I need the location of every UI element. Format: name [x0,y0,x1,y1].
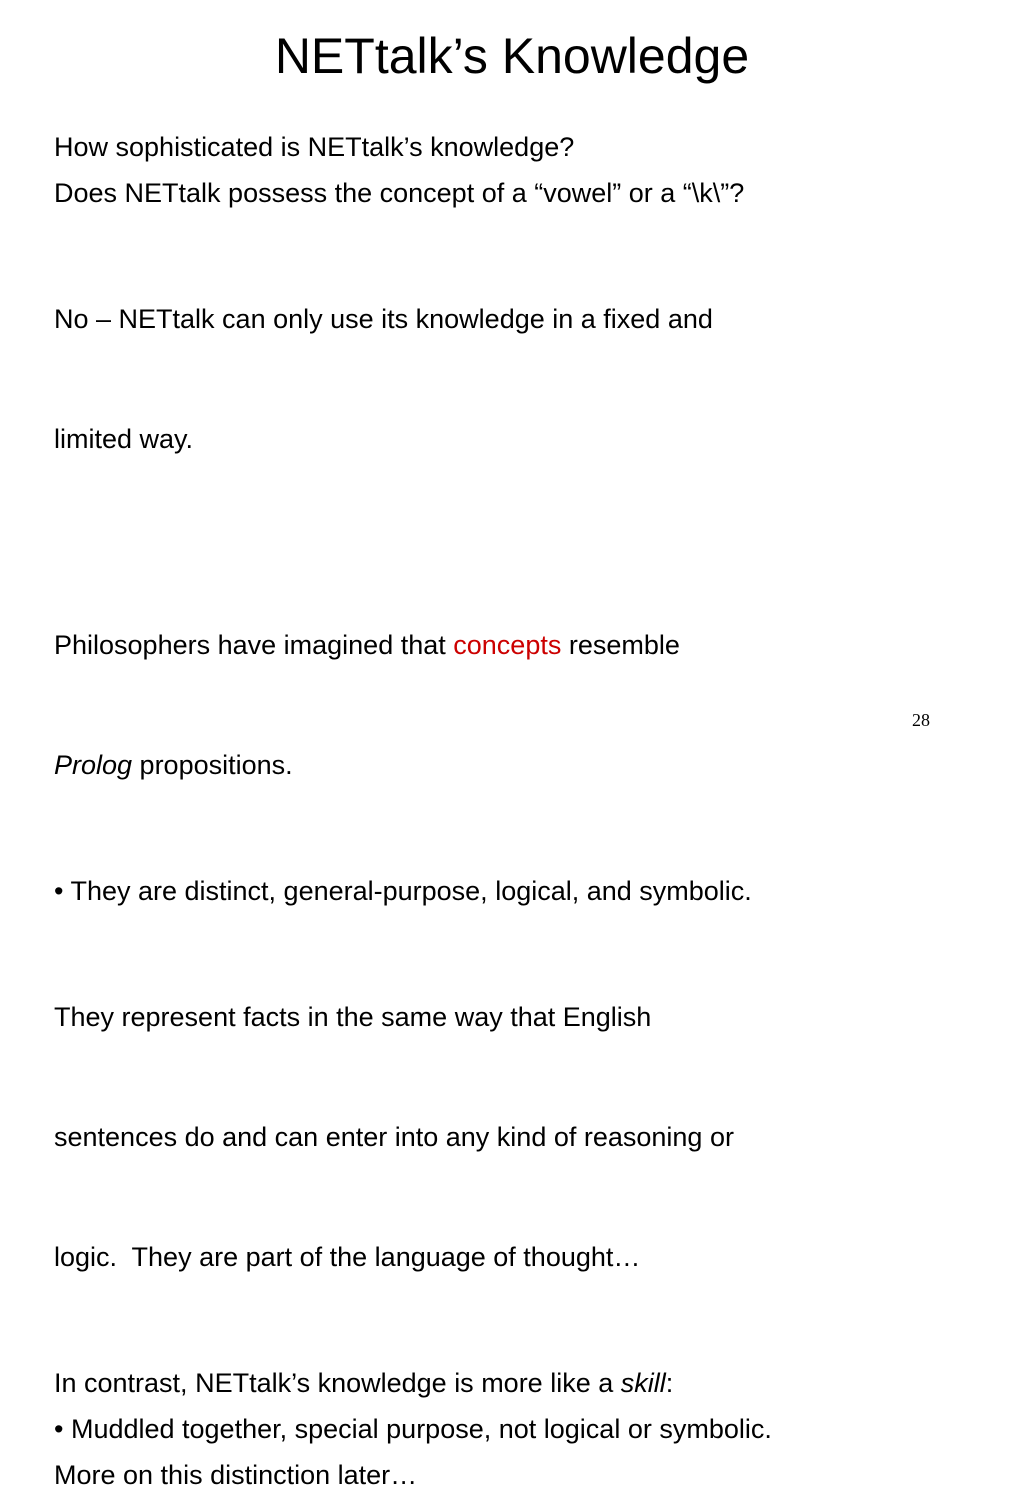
represent-facts-line-3: logic. They are part of the language of thought… [54,1242,641,1272]
concepts-highlight: concepts [453,630,562,660]
philosophers-text-pre: Philosophers have imagined that [54,630,454,660]
propositions-text: propositions. [132,750,293,780]
paragraph-philosophers-line-2 [54,745,984,785]
bullet-distinct: • They are distinct, general-purpose, logical, and symbolic. [54,876,752,906]
paragraph-philosophers [54,545,984,865]
paragraph-answer-line-2: limited way. [54,424,194,454]
philosophers-text-post: resemble [561,630,680,660]
represent-facts-line-1: They represent facts in the same way that English [54,1002,652,1032]
represent-facts-line-2: sentences do and can enter into any kind of reasoning or [54,1122,734,1152]
skill-italic: skill [620,1368,666,1398]
contrast-text-pre: In contrast, NETtalk’s knowledge is more like a [54,1368,621,1398]
paragraph-philosophers-line-1 [54,625,984,665]
paragraph-contrast [54,1363,984,1403]
paragraph-represent-facts [54,917,984,1357]
slide-number: 28 [912,710,930,730]
paragraph-answer [54,219,984,539]
bullet-muddled: • Muddled together, special purpose, not logical or symbolic. [54,1414,772,1444]
paragraph-question-2: Does NETtalk possess the concept of a “vowel” or a “\k\”? [54,178,745,208]
slide-body [54,127,984,1501]
paragraph-more-later: More on this distinction later… [54,1460,418,1490]
slide-title: NETtalk’s Knowledge [274,28,750,84]
prolog-italic: Prolog [54,750,133,780]
contrast-colon: : [665,1368,674,1398]
paragraph-question-1: How sophisticated is NETtalk’s knowledge? [54,132,575,162]
paragraph-answer-line-1: No – NETtalk can only use its knowledge in a fixed and [54,304,713,334]
